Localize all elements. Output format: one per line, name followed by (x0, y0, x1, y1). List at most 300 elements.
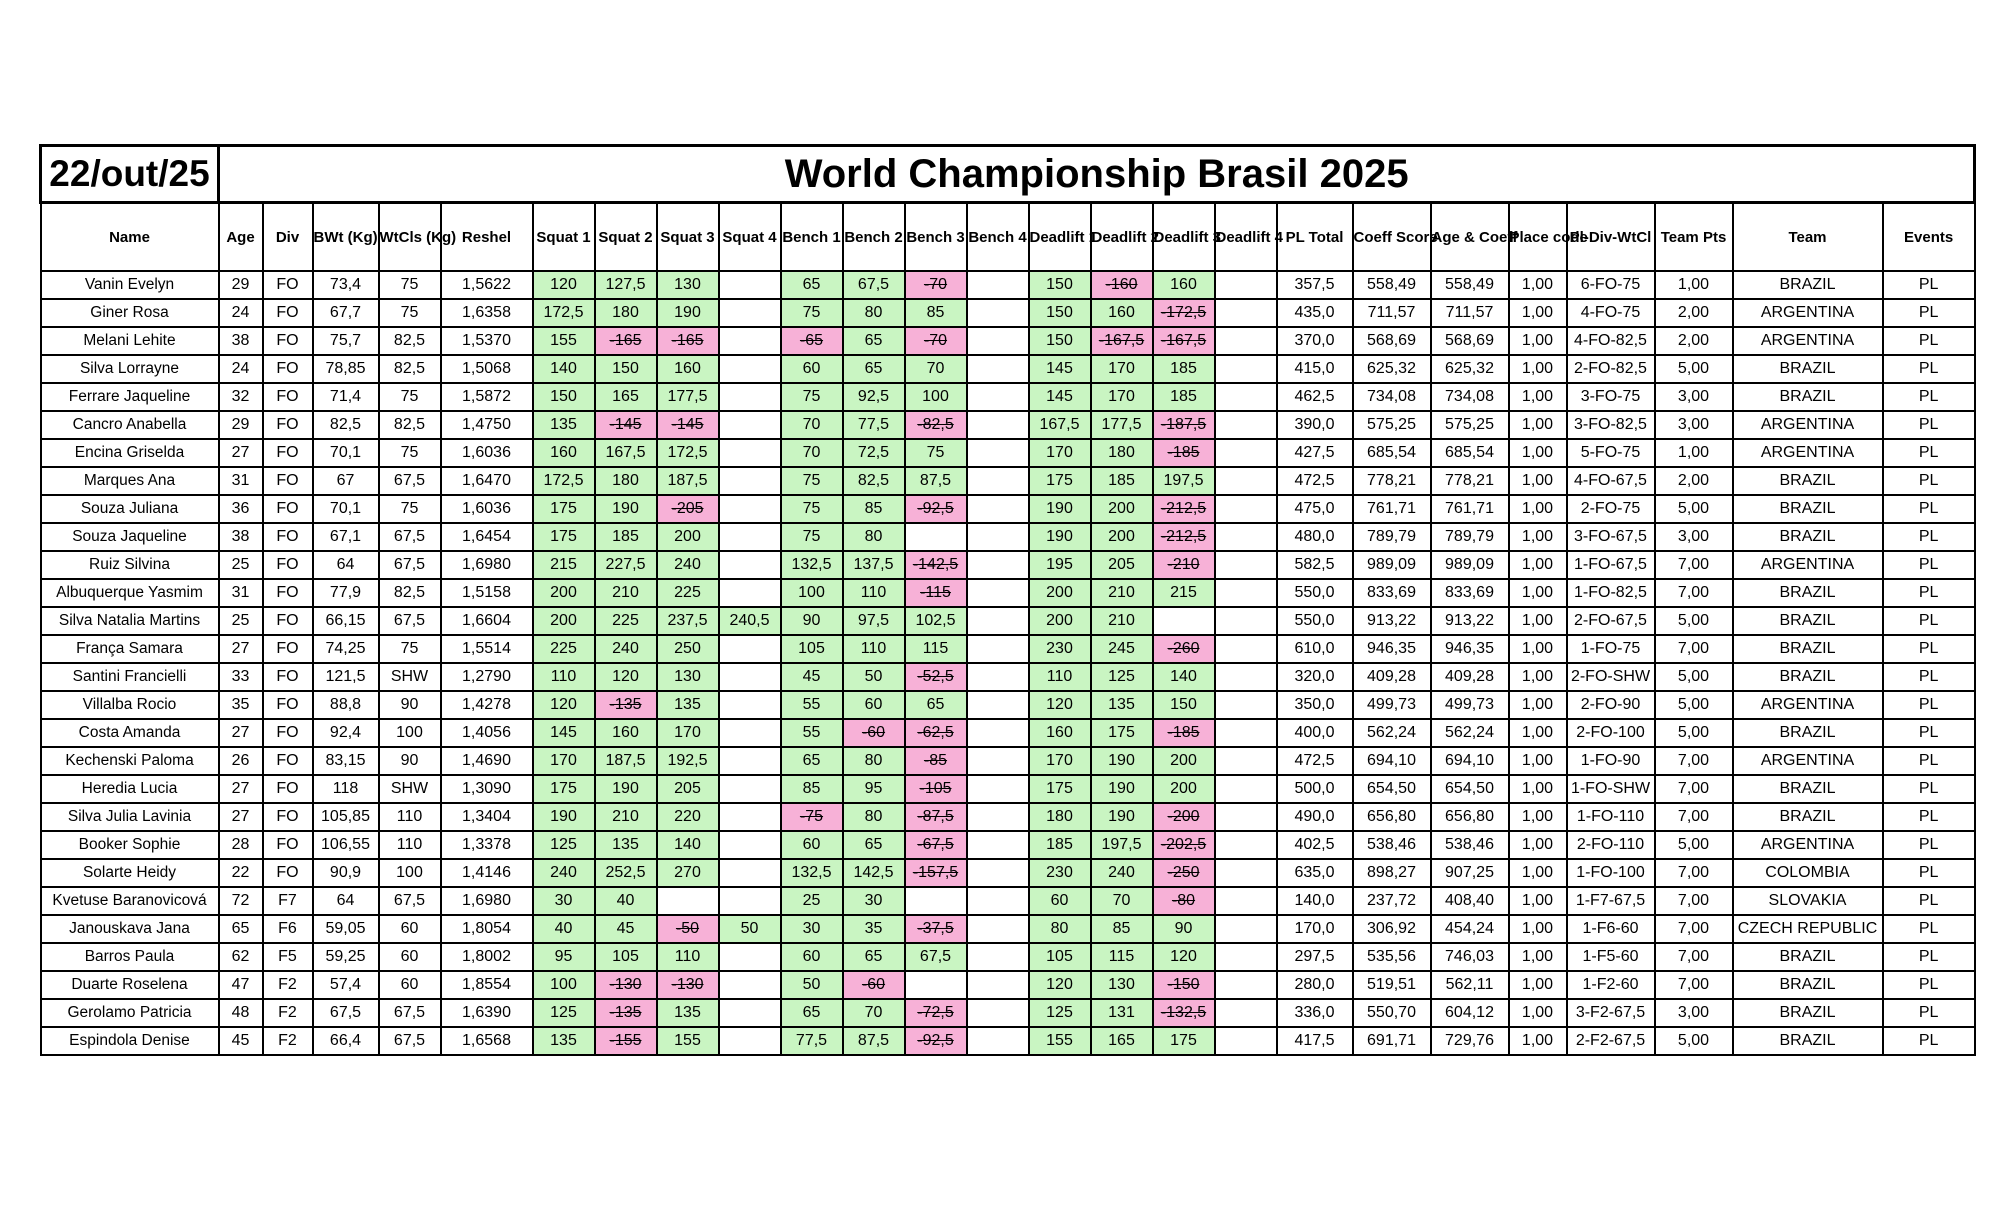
table-cell: 90 (781, 607, 843, 635)
table-cell: 7,00 (1655, 887, 1733, 915)
table-cell: 110 (379, 803, 441, 831)
table-cell: PL (1883, 747, 1975, 775)
table-cell (1215, 327, 1277, 355)
table-cell: 789,79 (1431, 523, 1509, 551)
lifter-name-cell: Souza Jaqueline (41, 523, 219, 551)
table-cell: 45 (219, 1027, 263, 1055)
table-cell: 200 (533, 579, 595, 607)
table-cell: 1,5872 (441, 383, 533, 411)
table-cell: PL (1883, 271, 1975, 299)
table-cell (1215, 887, 1277, 915)
table-cell: -205 (657, 495, 719, 523)
table-cell: -130 (595, 971, 657, 999)
table-cell: 137,5 (843, 551, 905, 579)
table-cell: -185 (1153, 439, 1215, 467)
table-cell: 1,00 (1509, 1027, 1567, 1055)
table-cell: 1,6454 (441, 523, 533, 551)
table-cell: 240,5 (719, 607, 781, 635)
table-cell: -67,5 (905, 831, 967, 859)
table-cell: 87,5 (843, 1027, 905, 1055)
lifter-name-cell: Booker Sophie (41, 831, 219, 859)
table-row (41, 775, 1975, 803)
table-cell: 127,5 (595, 271, 657, 299)
table-cell: 29 (219, 271, 263, 299)
table-cell: 67,7 (313, 299, 379, 327)
table-cell: 499,73 (1353, 691, 1431, 719)
table-cell: 145 (533, 719, 595, 747)
table-cell: 454,24 (1431, 915, 1509, 943)
table-cell: 65 (905, 691, 967, 719)
table-cell: FO (263, 299, 313, 327)
table-row (41, 859, 1975, 887)
table-cell: 185 (1091, 467, 1153, 495)
table-cell: 170 (1091, 355, 1153, 383)
table-cell (1215, 467, 1277, 495)
table-cell (1215, 495, 1277, 523)
table-cell: PL (1883, 327, 1975, 355)
table-cell: 120 (533, 271, 595, 299)
column-header: Bench 4 (967, 203, 1029, 272)
table-cell: 45 (781, 663, 843, 691)
table-cell: F2 (263, 971, 313, 999)
table-cell: 734,08 (1431, 383, 1509, 411)
table-cell: 135 (657, 691, 719, 719)
table-cell: 1,00 (1509, 971, 1567, 999)
table-cell: 167,5 (595, 439, 657, 467)
table-cell: ARGENTINA (1733, 327, 1883, 355)
table-cell (719, 635, 781, 663)
column-header: Place code (1509, 203, 1567, 272)
table-cell (719, 691, 781, 719)
table-cell: 761,71 (1353, 495, 1431, 523)
table-cell: -260 (1153, 635, 1215, 663)
table-cell: 65 (843, 355, 905, 383)
table-cell: SLOVAKIA (1733, 887, 1883, 915)
table-cell: 1,00 (1655, 271, 1733, 299)
lifter-name-cell: Duarte Roselena (41, 971, 219, 999)
lifter-name-cell: Heredia Lucia (41, 775, 219, 803)
lifter-name-cell: Cancro Anabella (41, 411, 219, 439)
table-cell: 160 (1153, 271, 1215, 299)
table-cell: 70 (781, 411, 843, 439)
table-cell (1215, 859, 1277, 887)
table-cell: 1,4750 (441, 411, 533, 439)
table-cell: 225 (533, 635, 595, 663)
table-cell: 200 (1091, 523, 1153, 551)
table-row (41, 747, 1975, 775)
table-cell: 172,5 (533, 299, 595, 327)
table-cell: 408,40 (1431, 887, 1509, 915)
table-cell: 35 (843, 915, 905, 943)
table-cell: 150 (1029, 327, 1091, 355)
table-cell (905, 971, 967, 999)
table-cell: 625,32 (1353, 355, 1431, 383)
table-cell: 25 (219, 551, 263, 579)
table-cell: 225 (595, 607, 657, 635)
table-cell: 1,6604 (441, 607, 533, 635)
table-cell: BRAZIL (1733, 943, 1883, 971)
table-cell: 1,00 (1509, 859, 1567, 887)
table-cell: 220 (657, 803, 719, 831)
table-cell: 230 (1029, 635, 1091, 663)
table-cell: 1,3378 (441, 831, 533, 859)
table-cell: 4-FO-75 (1567, 299, 1655, 327)
table-cell: 400,0 (1277, 719, 1353, 747)
table-cell: 1,5370 (441, 327, 533, 355)
table-cell: 1-FO-110 (1567, 803, 1655, 831)
column-header: Squat 3 (657, 203, 719, 272)
table-cell: F2 (263, 999, 313, 1027)
table-cell: 1,00 (1509, 691, 1567, 719)
table-cell: 1,00 (1509, 775, 1567, 803)
table-cell: 898,27 (1353, 859, 1431, 887)
table-cell: 1,00 (1509, 439, 1567, 467)
table-cell: 92,4 (313, 719, 379, 747)
table-cell: 550,0 (1277, 607, 1353, 635)
table-cell: 1,6390 (441, 999, 533, 1027)
column-header: Team Pts (1655, 203, 1733, 272)
table-cell: 1-FO-82,5 (1567, 579, 1655, 607)
table-cell: BRAZIL (1733, 663, 1883, 691)
table-cell: 132,5 (781, 551, 843, 579)
lifter-name-cell: Costa Amanda (41, 719, 219, 747)
table-cell: 336,0 (1277, 999, 1353, 1027)
table-cell: 175 (533, 775, 595, 803)
table-cell (719, 411, 781, 439)
table-row (41, 999, 1975, 1027)
table-cell: 185 (1153, 383, 1215, 411)
table-cell: 195 (1029, 551, 1091, 579)
table-cell (967, 523, 1029, 551)
table-cell: PL (1883, 663, 1975, 691)
table-cell (719, 467, 781, 495)
lifter-name-cell: Marques Ana (41, 467, 219, 495)
table-cell: FO (263, 579, 313, 607)
table-cell: -212,5 (1153, 523, 1215, 551)
table-cell: 38 (219, 523, 263, 551)
table-cell: 65 (781, 271, 843, 299)
table-cell (1215, 747, 1277, 775)
table-cell: 568,69 (1431, 327, 1509, 355)
table-cell: 67,5 (379, 999, 441, 1027)
table-cell (1215, 579, 1277, 607)
table-cell: 390,0 (1277, 411, 1353, 439)
table-cell: 190 (595, 495, 657, 523)
table-cell: 142,5 (843, 859, 905, 887)
table-cell: 155 (533, 327, 595, 355)
table-cell: BRAZIL (1733, 719, 1883, 747)
table-cell: PL (1883, 299, 1975, 327)
table-cell: PL (1883, 411, 1975, 439)
table-cell (1215, 803, 1277, 831)
table-cell: 1,00 (1509, 719, 1567, 747)
table-cell: 172,5 (533, 467, 595, 495)
table-cell: BRAZIL (1733, 971, 1883, 999)
table-cell: PL (1883, 439, 1975, 467)
table-cell: -72,5 (905, 999, 967, 1027)
table-cell: 7,00 (1655, 579, 1733, 607)
table-row (41, 719, 1975, 747)
table-cell: 197,5 (1153, 467, 1215, 495)
table-cell: 155 (657, 1027, 719, 1055)
column-header: BWt (Kg) (313, 203, 379, 272)
table-cell: BRAZIL (1733, 523, 1883, 551)
table-cell: -167,5 (1153, 327, 1215, 355)
table-cell: 90 (379, 691, 441, 719)
table-cell: 190 (533, 803, 595, 831)
table-cell: SHW (379, 663, 441, 691)
table-cell: 240 (595, 635, 657, 663)
table-cell: 1-FO-75 (1567, 635, 1655, 663)
table-cell: 7,00 (1655, 747, 1733, 775)
column-header: Age & Coeff (1431, 203, 1509, 272)
table-cell: 197,5 (1091, 831, 1153, 859)
table-cell: 64 (313, 551, 379, 579)
table-cell: 82,5 (843, 467, 905, 495)
table-cell: 1,00 (1509, 411, 1567, 439)
table-cell (719, 271, 781, 299)
table-cell: 654,50 (1353, 775, 1431, 803)
table-cell (1215, 271, 1277, 299)
table-cell: 125 (1091, 663, 1153, 691)
table-cell: 4-FO-67,5 (1567, 467, 1655, 495)
table-cell: 25 (781, 887, 843, 915)
table-row (41, 327, 1975, 355)
table-cell: FO (263, 803, 313, 831)
table-cell: 1,00 (1509, 523, 1567, 551)
table-cell: 306,92 (1353, 915, 1431, 943)
table-cell (1215, 383, 1277, 411)
table-cell: 215 (533, 551, 595, 579)
table-cell: 654,50 (1431, 775, 1509, 803)
table-cell: 1,5158 (441, 579, 533, 607)
table-cell: 170,0 (1277, 915, 1353, 943)
table-cell: 1,00 (1509, 495, 1567, 523)
table-cell: PL (1883, 803, 1975, 831)
table-cell: 64 (313, 887, 379, 915)
table-cell (967, 803, 1029, 831)
table-cell (719, 775, 781, 803)
table-cell: 45 (595, 915, 657, 943)
table-cell: 59,25 (313, 943, 379, 971)
table-cell: 121,5 (313, 663, 379, 691)
table-cell: 67,1 (313, 523, 379, 551)
table-cell: 1,00 (1655, 439, 1733, 467)
table-cell: PL (1883, 915, 1975, 943)
table-cell: 907,25 (1431, 859, 1509, 887)
table-cell: BRAZIL (1733, 495, 1883, 523)
table-cell: 610,0 (1277, 635, 1353, 663)
table-cell: -157,5 (905, 859, 967, 887)
table-cell: 190 (1029, 495, 1091, 523)
table-row (41, 411, 1975, 439)
table-cell: PL (1883, 831, 1975, 859)
table-cell: 1,6980 (441, 551, 533, 579)
lifter-name-cell: Vanin Evelyn (41, 271, 219, 299)
table-cell: 1-FO-90 (1567, 747, 1655, 775)
table-cell: 110 (843, 635, 905, 663)
table-cell: 1,00 (1509, 747, 1567, 775)
table-cell: 135 (533, 411, 595, 439)
table-cell: 3-FO-82,5 (1567, 411, 1655, 439)
table-cell: 55 (781, 719, 843, 747)
table-cell (719, 327, 781, 355)
table-cell: 73,4 (313, 271, 379, 299)
table-cell (967, 495, 1029, 523)
table-cell: 1,00 (1509, 915, 1567, 943)
table-cell: 87,5 (905, 467, 967, 495)
table-cell: 77,5 (781, 1027, 843, 1055)
table-cell: 67,5 (379, 607, 441, 635)
table-cell: 789,79 (1353, 523, 1431, 551)
table-cell: -212,5 (1153, 495, 1215, 523)
table-cell (967, 1027, 1029, 1055)
table-cell: 562,24 (1353, 719, 1431, 747)
table-cell: 57,4 (313, 971, 379, 999)
table-cell: 80 (843, 747, 905, 775)
table-cell (719, 383, 781, 411)
table-cell: 1,4146 (441, 859, 533, 887)
table-cell: 200 (1029, 607, 1091, 635)
table-cell: 50 (719, 915, 781, 943)
column-header: Deadlift 1 (1029, 203, 1091, 272)
table-cell: 187,5 (657, 467, 719, 495)
table-cell: FO (263, 635, 313, 663)
table-cell: 120 (595, 663, 657, 691)
table-cell: -60 (843, 971, 905, 999)
column-header: Pl-Div-WtCl (1567, 203, 1655, 272)
table-cell: FO (263, 719, 313, 747)
table-cell: 180 (1091, 439, 1153, 467)
table-cell: 3-FO-67,5 (1567, 523, 1655, 551)
table-cell: 1,00 (1509, 355, 1567, 383)
table-cell: 75 (781, 467, 843, 495)
table-cell: 2-FO-67,5 (1567, 607, 1655, 635)
table-cell: 30 (781, 915, 843, 943)
table-cell: 691,71 (1353, 1027, 1431, 1055)
table-cell: 280,0 (1277, 971, 1353, 999)
table-cell: 535,56 (1353, 943, 1431, 971)
table-cell (1215, 551, 1277, 579)
lifter-name-cell: Melani Lehite (41, 327, 219, 355)
table-cell: -155 (595, 1027, 657, 1055)
table-cell: 2-FO-110 (1567, 831, 1655, 859)
table-cell: 125 (533, 831, 595, 859)
table-cell: 200 (1153, 747, 1215, 775)
table-cell: PL (1883, 579, 1975, 607)
table-cell: PL (1883, 1027, 1975, 1055)
table-cell: 729,76 (1431, 1027, 1509, 1055)
table-cell (1215, 299, 1277, 327)
table-cell: FO (263, 859, 313, 887)
column-header: Squat 2 (595, 203, 657, 272)
table-cell: 230 (1029, 859, 1091, 887)
table-cell: -142,5 (905, 551, 967, 579)
column-header: Name (41, 203, 219, 272)
table-cell: 7,00 (1655, 943, 1733, 971)
table-cell: FO (263, 327, 313, 355)
table-cell: 575,25 (1431, 411, 1509, 439)
table-cell: 1,00 (1509, 635, 1567, 663)
table-cell: 946,35 (1353, 635, 1431, 663)
table-cell: PL (1883, 775, 1975, 803)
table-cell (719, 495, 781, 523)
table-cell: 65 (843, 943, 905, 971)
table-cell: -200 (1153, 803, 1215, 831)
table-cell: 180 (595, 467, 657, 495)
table-cell: 562,11 (1431, 971, 1509, 999)
table-cell: 550,0 (1277, 579, 1353, 607)
lifter-name-cell: Ferrare Jaqueline (41, 383, 219, 411)
table-cell: 297,5 (1277, 943, 1353, 971)
table-cell: 538,46 (1353, 831, 1431, 859)
table-cell (719, 355, 781, 383)
table-cell (719, 551, 781, 579)
table-cell: 150 (1153, 691, 1215, 719)
table-cell: 170 (533, 747, 595, 775)
table-cell: -92,5 (905, 495, 967, 523)
table-cell (967, 887, 1029, 915)
table-cell: 47 (219, 971, 263, 999)
table-cell: 115 (905, 635, 967, 663)
table-cell: 200 (1153, 775, 1215, 803)
table-cell: -85 (905, 747, 967, 775)
table-cell: 500,0 (1277, 775, 1353, 803)
table-cell: BRAZIL (1733, 271, 1883, 299)
table-cell: 4-FO-82,5 (1567, 327, 1655, 355)
table-cell: 685,54 (1431, 439, 1509, 467)
table-cell (967, 691, 1029, 719)
table-cell (967, 439, 1029, 467)
table-row (41, 439, 1975, 467)
table-cell: PL (1883, 635, 1975, 663)
table-cell: BRAZIL (1733, 355, 1883, 383)
table-cell: 75,7 (313, 327, 379, 355)
table-cell: FO (263, 663, 313, 691)
table-cell: BRAZIL (1733, 467, 1883, 495)
table-cell: 575,25 (1353, 411, 1431, 439)
table-cell: 60 (379, 971, 441, 999)
table-cell: 36 (219, 495, 263, 523)
table-cell (1215, 523, 1277, 551)
table-cell: 70,1 (313, 495, 379, 523)
table-cell: 110 (379, 831, 441, 859)
table-cell: 67,5 (905, 943, 967, 971)
table-cell: 135 (1091, 691, 1153, 719)
table-cell: 120 (1029, 691, 1091, 719)
table-cell: 656,80 (1431, 803, 1509, 831)
table-cell: BRAZIL (1733, 1027, 1883, 1055)
table-cell: FO (263, 467, 313, 495)
table-cell: 65 (843, 327, 905, 355)
table-cell: 1,00 (1509, 999, 1567, 1027)
table-cell: 225 (657, 579, 719, 607)
table-cell: 175 (1029, 775, 1091, 803)
table-cell: 140,0 (1277, 887, 1353, 915)
table-cell: 435,0 (1277, 299, 1353, 327)
table-cell: 65 (781, 999, 843, 1027)
table-cell: 350,0 (1277, 691, 1353, 719)
table-cell (967, 831, 1029, 859)
table-cell: 75 (379, 495, 441, 523)
table-cell: 180 (1029, 803, 1091, 831)
table-cell: 7,00 (1655, 971, 1733, 999)
table-cell: 2-FO-SHW (1567, 663, 1655, 691)
table-cell: ARGENTINA (1733, 691, 1883, 719)
table-cell (967, 915, 1029, 943)
table-cell: 2,00 (1655, 327, 1733, 355)
table-cell: 1-FO-100 (1567, 859, 1655, 887)
